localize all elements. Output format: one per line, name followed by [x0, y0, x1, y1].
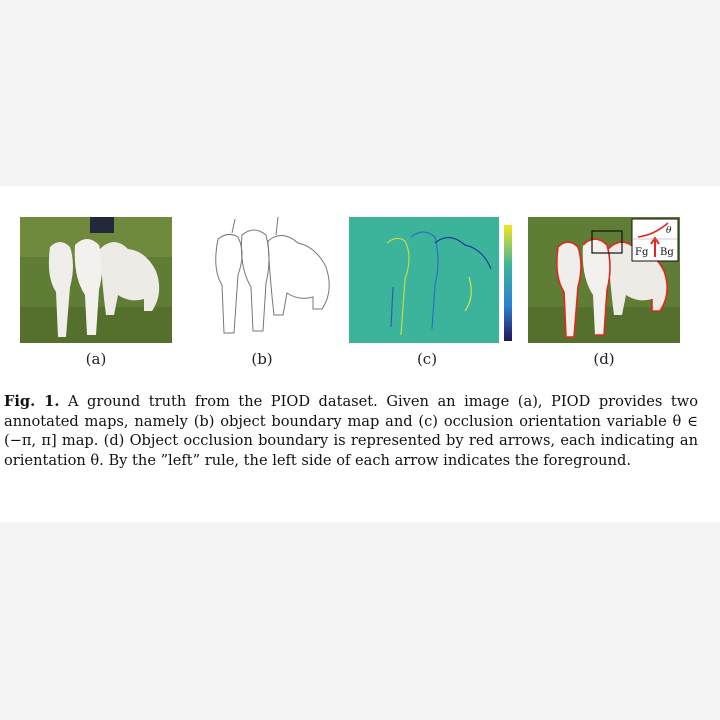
paper-page	[0, 186, 720, 522]
subfigure-c-orientation-map	[349, 217, 519, 343]
orientation-map	[349, 217, 519, 343]
caption-text: A ground truth from the PIOD dataset. Given an image (a), PIOD provides two annotated maps, namely (b) object boundary map and (c) occlusion orientation variable θ ∈ (−π, π] map. (d) Object occlusion boundary is represented by red arrows, each indicating an orientation θ. By the ”left” rule, the left side of each arrow indicates the foreground.	[4, 393, 698, 469]
figure-caption	[4, 392, 698, 470]
lambs-photo	[20, 217, 172, 343]
subfigure-a-photo	[20, 217, 172, 343]
subfigure-label-a: (a)	[85, 350, 107, 368]
caption-prefix: Fig. 1.	[4, 393, 60, 410]
boundary-map	[190, 217, 342, 343]
subfigure-label-c: (c)	[416, 350, 438, 368]
subfigure-b-boundary-map	[190, 217, 342, 343]
inset-bg-label: Bg	[660, 247, 674, 258]
subfigure-label-b: (b)	[251, 350, 273, 368]
subfigure-label-d: (d)	[593, 350, 615, 368]
inset-fg-label: Fg	[635, 247, 649, 258]
colorbar	[504, 225, 512, 341]
subfigure-d-occlusion-boundary	[528, 217, 680, 343]
inset-theta-label: θ	[666, 226, 672, 236]
occlusion-photo	[528, 217, 680, 343]
